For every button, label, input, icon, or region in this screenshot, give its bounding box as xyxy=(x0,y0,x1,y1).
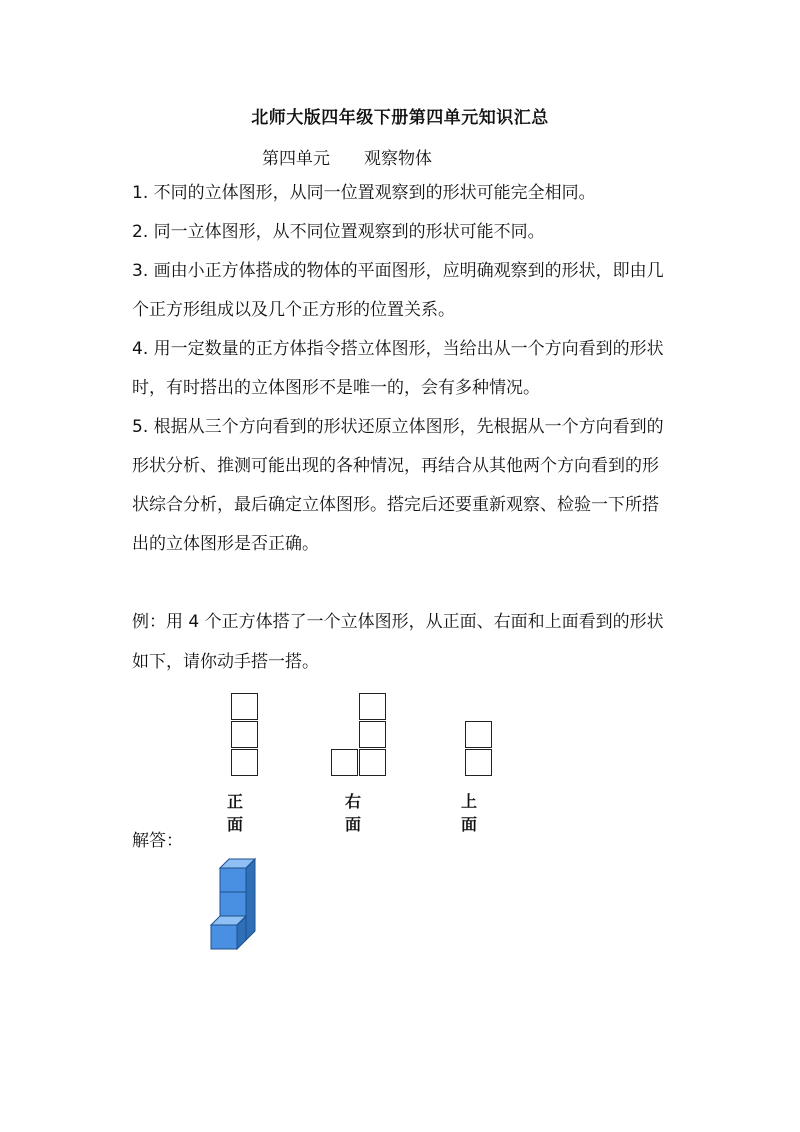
right-view-cell xyxy=(331,749,358,776)
front-view-cell xyxy=(231,749,258,776)
front-view-cell xyxy=(231,721,258,748)
point-1: 1. 不同的立体图形，从同一位置观察到的形状可能完全相同。 xyxy=(132,183,596,203)
point-5: 5. 根据从三个方向看到的形状还原立体图形，先根据从一个方向看到的形状分析、推测可能出现的各种情况，再结合从其他两个方向看到的形状综合分析，最后确定立体图形。搭完后还要重新观察、检验一下所搭出的立体图形是否正确。 xyxy=(132,417,664,554)
right-view-cell xyxy=(359,749,386,776)
point-3: 3. 画由小正方体搭成的物体的平面图形，应明确观察到的形状，即由几个正方形组成以及几个正方形的位置关系。 xyxy=(132,261,664,320)
answer-cube-figure xyxy=(208,852,268,952)
front-view-cell xyxy=(231,693,258,720)
cube-front-face xyxy=(211,925,237,949)
cube-side-face xyxy=(246,859,255,940)
unit-subtitle xyxy=(262,144,432,169)
unit-topic: 观察物体 xyxy=(364,149,432,169)
top-view-cell xyxy=(465,721,492,748)
point-2: 2. 同一立体图形，从不同位置观察到的形状可能不同。 xyxy=(132,222,545,242)
point-4: 4. 用一定数量的正方体指令搭立体图形，当给出从一个方向看到的形状时，有时搭出的立体图形不是唯一的，会有多种情况。 xyxy=(132,339,664,398)
unit-label: 第四单元 xyxy=(262,149,330,169)
right-view-cell xyxy=(359,693,386,720)
top-view-label: 上面 xyxy=(461,792,478,834)
right-view-cell xyxy=(359,721,386,748)
cube-front-face xyxy=(220,892,246,916)
cube-front-face xyxy=(220,868,246,892)
example-text: 例：用 4 个正方体搭了一个立体图形，从正面、右面和上面看到的形状如下，请你动手搭一搭。 xyxy=(132,612,664,672)
page-title: 北师大版四年级下册第四单元知识汇总 xyxy=(251,108,549,128)
answer-label: 解答： xyxy=(132,831,183,851)
top-view-cell xyxy=(465,749,492,776)
right-view-label: 右面 xyxy=(345,792,362,834)
front-view-label: 正面 xyxy=(227,792,244,834)
